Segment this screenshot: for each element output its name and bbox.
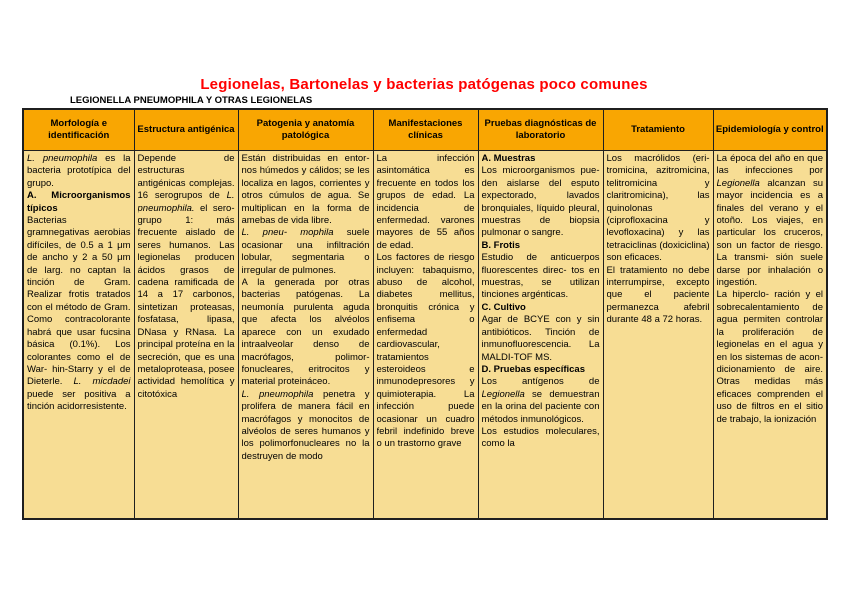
column-header-morfologia-identificacion: Morfología e identificación: [23, 109, 134, 151]
column-header-pruebas-diagnosticas: Pruebas diagnósticas de laboratorio: [478, 109, 603, 151]
cell-estructura-antigenica: Depende de estructuras antigénicas complejas. 16 serogrupos de L. pneumophila. el sero- grupo 1: más frecuente aislado de seres humanos. Las legionelas producen ácidos grasos de cadena ramificada de 14 a 17 carbonos, sintetizan proteasas, fosfatasa, lipasa, DNasa y RNasa. La principal proteína en la secreción, que es una metaloproteasa, posee actividad hemolítica y citotóxica: [134, 151, 238, 520]
column-header-epidemiologia-control: Epidemiología y control: [713, 109, 827, 151]
column-header-manifestaciones-clinicas: Manifestaciones clínicas: [373, 109, 478, 151]
page-title: Legionelas, Bartonelas y bacterias patógenas poco comunes: [200, 76, 648, 93]
column-header-tratamiento: Tratamiento: [603, 109, 713, 151]
header-row: [23, 109, 827, 151]
cell-manifestaciones-clinicas: La infección asintomática es frecuente en todos los grupos de edad. La incidencia de enfermedad. varones mayores de 55 años de edad. Los factores de riesgo incluyen: tabaquismo, abuso de alcohol, diabetes mellitus, bronquitis crónica y enfisema o enfermedad cardiovascular, tratamientos esteroideos e inmunodepresores y quimioterapia. La infección puede ocasionar un cuadro febril indefinido breve o un trastorno grave: [373, 151, 478, 520]
column-header-estructura-antigenica: Estructura antigénica: [134, 109, 238, 151]
cell-epidemiologia-control: La época del año en que las infecciones por Legionella alcanzan su mayor incidencia es a finales del verano y el otoño. Los viajes, en particular los cruceros, son un factor de riesgo. La transmi- sión suele darse por inhalación o ingestión. La hiperclo- ración y el sobrecalentamiento de agua permiten controlar la proliferación de legionelas en el agua y en los sistemas de acon- dicionamiento de aire. Otras medidas más eficaces comprenden el uso de filtros en el sitio de trabajo, la ionización: [713, 151, 827, 520]
cell-tratamiento: Los macrólidos (eri- tromicina, azitromicina, telitromicina y claritromicina), las quinolonas (ciprofloxacina y levofloxacina) y las tetraciclinas (doxiciclina) son eficaces. El tratamiento no debe interrumpirse, excepto que el paciente permanezca afebril durante 48 a 72 horas.: [603, 151, 713, 520]
cell-pruebas-diagnosticas: A. Muestras Los microorganismos pue- den aislarse del esputo expectorado, lavados bronquiales, líquido pleural, muestras de biopsia pulmonar o sangre. B. Frotis Estudio de anticuerpos fluorescentes direc- tos en muestras, se utilizan tinciones argénticas. C. Cultivo Agar de BCYE con y sin antibióticos. Tinción de inmunofluorescencia. La MALDI-TOF MS. D. Pruebas específicas Los antígenos de Legionella se demuestran en la orina del paciente con métodos inmunológicos. Los estudios moleculares, como la: [478, 151, 603, 520]
legionella-table: [22, 108, 828, 520]
section-subtitle: LEGIONELLA PNEUMOPHILA Y OTRAS LEGIONELAS: [70, 95, 313, 106]
column-header-patogenia-anatomia: Patogenia y anatomía patológica: [238, 109, 373, 151]
cell-patogenia-anatomia: Están distribuidas en entor- nos húmedos y cálidos; se les localiza en lagos, corrientes y otros cúmulos de agua. Se multiplican en la forma de amebas de vida libre. L. pneu- mophila suele ocasionar una infiltración lobular, segmentaria o irregular de pulmones. A la generada por otras bacterias patógenas. La neumonía purulenta aguda que afecta los alvéolos aparece con un exudado intraalveolar denso de macrófagos, polimor- fonucleares, eritrocitos y material proteináceo. L. pneumophila penetra y prolifera de manera fácil en macrófagos y monocitos de alvéolos de seres humanos y los polimorfonucleares no la destruyen de modo: [238, 151, 373, 520]
cell-morfologia-identificacion: L. pneumophila es la bacteria prototípica del grupo. A. Microorganismos típicos Bacterias gramnegativas aerobias difíciles, de 0.5 a 1 μm de ancho y 2 a 50 μm de larg. no captan la tinción de Gram. Realizar frotis tratados con el método de Gram. Como contracolorante habrá que usar fucsina básica (0.1%). Los colorantes como el de War- hin-Starry y el de Dieterle. L. micdadei puede ser positiva a tinción acidorresistente.: [23, 151, 134, 520]
body-row: [23, 151, 827, 520]
